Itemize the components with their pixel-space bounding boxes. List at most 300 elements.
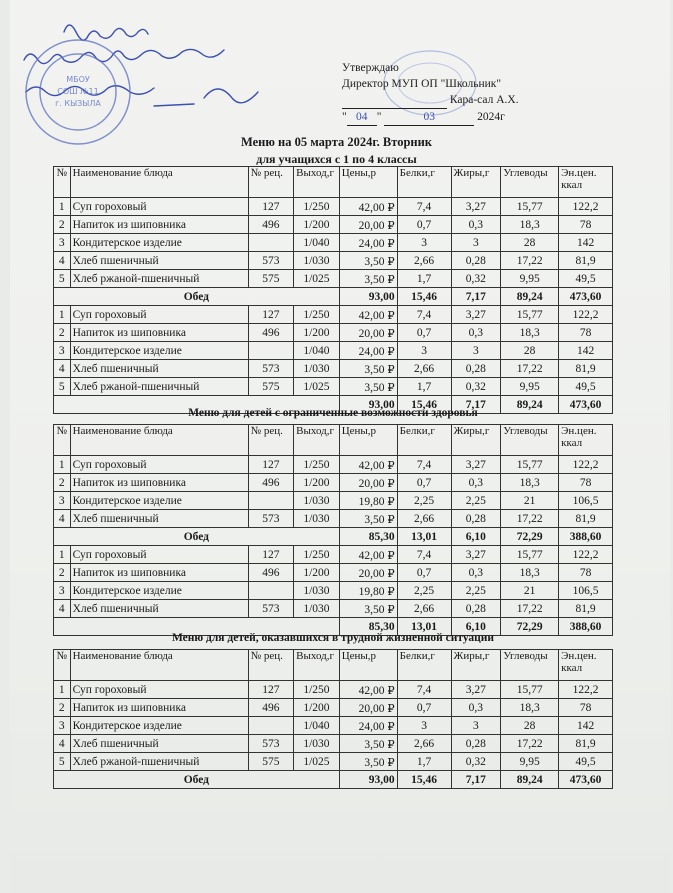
table-cell: 28	[501, 717, 559, 735]
table-cell: 575	[248, 378, 294, 396]
table-cell: 0,3	[451, 474, 501, 492]
column-header: № рец.	[248, 425, 294, 456]
column-header: №	[54, 650, 71, 681]
section-title-hardship: Меню для детей, оказавшихся в трудной жизненной ситуации	[171, 632, 495, 644]
table-cell: 1/025	[294, 270, 340, 288]
table-cell: 2,25	[397, 582, 451, 600]
table-cell: 18,3	[501, 474, 559, 492]
table-cell: 0,7	[397, 474, 451, 492]
table-cell: 49,5	[559, 378, 613, 396]
table-cell: 1/030	[294, 360, 340, 378]
table-cell: 20,00 ₽	[339, 474, 397, 492]
signature-blank	[342, 92, 447, 109]
table-cell: 15,77	[501, 546, 559, 564]
table-cell: 1/040	[294, 234, 340, 252]
table-cell: 122,2	[559, 198, 613, 216]
table-cell: 127	[248, 681, 294, 699]
table-cell: 0,32	[451, 270, 501, 288]
table-cell: 3,50 ₽	[339, 360, 397, 378]
table-row	[54, 360, 613, 378]
total-cell: 93,00	[339, 396, 397, 414]
table-cell: 15,77	[501, 456, 559, 474]
table-cell: 17,22	[501, 252, 559, 270]
table-cell: Хлеб пшеничный	[70, 735, 248, 753]
table-cell: 1/025	[294, 753, 340, 771]
table-cell: 42,00 ₽	[339, 546, 397, 564]
table-cell: 3	[54, 234, 71, 252]
table-cell: 122,2	[559, 456, 613, 474]
table-cell: 3,50 ₽	[339, 735, 397, 753]
table-cell: 122,2	[559, 681, 613, 699]
total-cell: 89,24	[501, 396, 559, 414]
column-header: Белки,г	[397, 167, 451, 198]
table-cell: 20,00 ₽	[339, 324, 397, 342]
table-cell: 573	[248, 252, 294, 270]
table-cell: 3	[54, 582, 71, 600]
table-cell: 3,50 ₽	[339, 270, 397, 288]
table-cell: 0,28	[451, 600, 501, 618]
total-cell: 15,46	[397, 396, 451, 414]
table-cell: Суп гороховый	[70, 198, 248, 216]
table-row	[54, 564, 613, 582]
table-cell: 573	[248, 510, 294, 528]
table-cell: 42,00 ₽	[339, 306, 397, 324]
total-label: Обед	[54, 288, 340, 306]
menu-title: Меню на 05 марта 2024г. Вторник	[240, 135, 433, 149]
table-cell: Напиток из шиповника	[70, 699, 248, 717]
table-cell: 1/030	[294, 492, 340, 510]
table-cell: 0,7	[397, 216, 451, 234]
table-cell: 1/025	[294, 378, 340, 396]
table-cell: Напиток из шиповника	[70, 564, 248, 582]
table-cell: 3	[397, 342, 451, 360]
table-cell: 573	[248, 360, 294, 378]
approval-date: " 04 " 03 2024г	[342, 109, 582, 126]
table-cell: 1/250	[294, 306, 340, 324]
table-cell: 4	[54, 510, 71, 528]
column-header: Жиры,г	[451, 650, 501, 681]
table-cell: Кондитерское изделие	[70, 492, 248, 510]
table-cell: 1/200	[294, 474, 340, 492]
date-year: 2024г	[477, 111, 505, 123]
table-cell: 7,4	[397, 306, 451, 324]
table-cell: 0,3	[451, 699, 501, 717]
total-row	[54, 528, 613, 546]
table-cell: 2	[54, 216, 71, 234]
table-cell: 42,00 ₽	[339, 681, 397, 699]
menu-subtitle: для учащихся с 1 по 4 классы	[256, 152, 417, 166]
total-cell: 13,01	[397, 528, 451, 546]
table-cell: 0,32	[451, 753, 501, 771]
table-cell: 2,66	[397, 252, 451, 270]
table-cell: 3	[54, 342, 71, 360]
table-cell: 3,27	[451, 456, 501, 474]
table-cell: 1/200	[294, 564, 340, 582]
table-cell: 1/200	[294, 324, 340, 342]
table-cell: 0,28	[451, 510, 501, 528]
table-cell: 3	[54, 492, 71, 510]
table-cell: 18,3	[501, 324, 559, 342]
table-cell: 5	[54, 378, 71, 396]
total-cell: 6,10	[451, 528, 501, 546]
table-row	[54, 735, 613, 753]
table-cell: Суп гороховый	[70, 456, 248, 474]
table-row	[54, 681, 613, 699]
column-header: Жиры,г	[451, 425, 501, 456]
table-cell: 28	[501, 342, 559, 360]
table-cell: 9,95	[501, 378, 559, 396]
table-cell: 0,28	[451, 252, 501, 270]
table-cell: 2,25	[397, 492, 451, 510]
column-header: Цены,р	[339, 650, 397, 681]
column-header: Цены,р	[339, 425, 397, 456]
table-cell: 122,2	[559, 546, 613, 564]
approval-signer: Кара-сал А.Х.	[449, 94, 519, 106]
table-cell: 3,27	[451, 546, 501, 564]
table-cell: 5	[54, 270, 71, 288]
table-cell: 17,22	[501, 735, 559, 753]
table-cell: 2	[54, 699, 71, 717]
column-header: Эн.цен. ккал	[559, 425, 613, 456]
table-cell: 142	[559, 234, 613, 252]
table-cell: 15,77	[501, 306, 559, 324]
table-cell: Хлеб пшеничный	[70, 252, 248, 270]
table-cell: 3	[451, 342, 501, 360]
column-header: Наименование блюда	[70, 167, 248, 198]
total-cell: 72,29	[501, 528, 559, 546]
table-cell: 4	[54, 600, 71, 618]
table-row	[54, 717, 613, 735]
table-cell: 7,4	[397, 456, 451, 474]
table-row	[54, 510, 613, 528]
table-cell	[248, 492, 294, 510]
table-row	[54, 699, 613, 717]
table-cell	[248, 234, 294, 252]
table-cell: 24,00 ₽	[339, 234, 397, 252]
table-cell: 1,7	[397, 378, 451, 396]
total-cell: 473,60	[559, 771, 613, 789]
table-cell: 0,7	[397, 699, 451, 717]
total-cell: 89,24	[501, 771, 559, 789]
table-cell: 3	[451, 717, 501, 735]
table-cell: 1/200	[294, 699, 340, 717]
table-cell: 3,27	[451, 198, 501, 216]
date-day: 04	[347, 109, 377, 126]
table-header-row	[54, 167, 613, 198]
table-cell: 49,5	[559, 753, 613, 771]
table-cell: 127	[248, 456, 294, 474]
table-cell: 17,22	[501, 360, 559, 378]
table-cell: 21	[501, 582, 559, 600]
total-cell: 89,24	[501, 288, 559, 306]
table-cell: 81,9	[559, 735, 613, 753]
total-cell: 388,60	[559, 618, 613, 636]
table-cell: 42,00 ₽	[339, 198, 397, 216]
table-cell: Напиток из шиповника	[70, 216, 248, 234]
table-cell: 78	[559, 216, 613, 234]
table-cell: 575	[248, 753, 294, 771]
table-cell: 1/030	[294, 600, 340, 618]
table-cell: 0,28	[451, 735, 501, 753]
table-cell: 1/040	[294, 717, 340, 735]
table-cell: 1	[54, 198, 71, 216]
table-cell: 0,3	[451, 216, 501, 234]
table-row	[54, 600, 613, 618]
table-cell: 496	[248, 564, 294, 582]
table-cell: 3	[451, 234, 501, 252]
table-cell: 4	[54, 360, 71, 378]
table-cell: Напиток из шиповника	[70, 474, 248, 492]
table-cell: 2,25	[451, 582, 501, 600]
table-cell: 15,77	[501, 681, 559, 699]
table-cell: 1,7	[397, 270, 451, 288]
table-cell: Напиток из шиповника	[70, 324, 248, 342]
table-cell: 573	[248, 600, 294, 618]
table-cell: 1	[54, 306, 71, 324]
table-cell: 2,66	[397, 735, 451, 753]
table-cell: 28	[501, 234, 559, 252]
column-header: Углеводы	[501, 167, 559, 198]
table-cell: 21	[501, 492, 559, 510]
table-cell: 15,77	[501, 198, 559, 216]
table-row	[54, 474, 613, 492]
column-header: Углеводы	[501, 650, 559, 681]
column-header: Углеводы	[501, 425, 559, 456]
approval-block	[342, 60, 582, 126]
table-cell: 3	[397, 717, 451, 735]
table-cell: 2	[54, 564, 71, 582]
table-cell: 122,2	[559, 306, 613, 324]
table-cell: Кондитерское изделие	[70, 582, 248, 600]
table-cell: 9,95	[501, 270, 559, 288]
total-cell: 7,17	[451, 396, 501, 414]
table-row	[54, 546, 613, 564]
table-cell: 2,66	[397, 600, 451, 618]
total-cell: 85,30	[339, 618, 397, 636]
table-cell: 1/030	[294, 510, 340, 528]
table-row	[54, 492, 613, 510]
school-stamp	[18, 32, 138, 152]
total-cell: 15,46	[397, 288, 451, 306]
table-cell: 142	[559, 342, 613, 360]
table-cell: 1/030	[294, 735, 340, 753]
total-cell: 7,17	[451, 771, 501, 789]
table-cell: 18,3	[501, 564, 559, 582]
table-cell: 0,32	[451, 378, 501, 396]
table-cell: 20,00 ₽	[339, 564, 397, 582]
total-cell: 93,00	[339, 288, 397, 306]
table-cell: 18,3	[501, 216, 559, 234]
menu-table-disabilities	[53, 424, 613, 636]
table-header-row	[54, 425, 613, 456]
section-title-disabilities: Меню для детей с ограниченные возможности здоровья	[188, 407, 478, 419]
table-cell: 7,4	[397, 198, 451, 216]
table-cell: 106,5	[559, 582, 613, 600]
total-cell: 15,46	[397, 771, 451, 789]
column-header: №	[54, 425, 71, 456]
table-row	[54, 234, 613, 252]
table-cell: 0,3	[451, 324, 501, 342]
table-cell: 19,80 ₽	[339, 492, 397, 510]
table-cell: 9,95	[501, 753, 559, 771]
table-cell: 1/250	[294, 198, 340, 216]
table-cell	[248, 582, 294, 600]
table-cell: 496	[248, 474, 294, 492]
table-cell: Кондитерское изделие	[70, 717, 248, 735]
table-cell: 573	[248, 735, 294, 753]
column-header: Наименование блюда	[70, 425, 248, 456]
svg-text:СОШ №11: СОШ №11	[57, 87, 99, 96]
table-cell: 1/250	[294, 546, 340, 564]
table-cell: Хлеб пшеничный	[70, 510, 248, 528]
date-quote: "	[342, 111, 347, 123]
table-cell: 81,9	[559, 252, 613, 270]
table-cell: 1	[54, 546, 71, 564]
table-cell: 142	[559, 717, 613, 735]
table-cell: 78	[559, 324, 613, 342]
column-header: Выход,г	[294, 650, 340, 681]
table-cell: 1/250	[294, 681, 340, 699]
table-cell: 1/030	[294, 252, 340, 270]
table-cell: 24,00 ₽	[339, 717, 397, 735]
table-cell: 18,3	[501, 699, 559, 717]
column-header: Выход,г	[294, 167, 340, 198]
table-row	[54, 324, 613, 342]
table-cell: 1,7	[397, 753, 451, 771]
table-cell: Кондитерское изделие	[70, 342, 248, 360]
table-cell: 20,00 ₽	[339, 699, 397, 717]
table-cell: 496	[248, 324, 294, 342]
table-cell: 3	[54, 717, 71, 735]
menu-table-grades-1-4	[53, 166, 613, 414]
table-cell: 106,5	[559, 492, 613, 510]
table-cell: 496	[248, 699, 294, 717]
table-cell: 3	[397, 234, 451, 252]
menu-table-hardship	[53, 649, 613, 789]
table-row	[54, 252, 613, 270]
table-cell: 575	[248, 270, 294, 288]
table-cell	[248, 717, 294, 735]
approval-director: Директор МУП ОП "Школьник"	[342, 78, 502, 90]
table-cell: 0,28	[451, 360, 501, 378]
table-cell: 81,9	[559, 600, 613, 618]
table-cell: 1/250	[294, 456, 340, 474]
total-cell: 388,60	[559, 528, 613, 546]
column-header: Белки,г	[397, 650, 451, 681]
table-cell: 78	[559, 699, 613, 717]
table-row	[54, 270, 613, 288]
table-cell: 3,50 ₽	[339, 252, 397, 270]
svg-text:МБОУ: МБОУ	[66, 75, 90, 84]
table-cell	[248, 342, 294, 360]
table-row	[54, 198, 613, 216]
table-cell: Хлеб ржаной-пшеничный	[70, 753, 248, 771]
table-cell: 3,27	[451, 681, 501, 699]
approval-heading: Утверждаю	[342, 62, 399, 74]
table-cell: 20,00 ₽	[339, 216, 397, 234]
table-cell: 1/030	[294, 582, 340, 600]
table-cell: 19,80 ₽	[339, 582, 397, 600]
column-header: Эн.цен. ккал	[559, 167, 613, 198]
total-cell: 7,17	[451, 288, 501, 306]
table-cell: Кондитерское изделие	[70, 234, 248, 252]
table-cell: 127	[248, 306, 294, 324]
table-cell: 2,66	[397, 360, 451, 378]
table-cell: 81,9	[559, 510, 613, 528]
table-cell: 3,50 ₽	[339, 600, 397, 618]
table-cell: Суп гороховый	[70, 306, 248, 324]
column-header: № рец.	[248, 167, 294, 198]
table-cell: Суп гороховый	[70, 681, 248, 699]
table-cell: 17,22	[501, 600, 559, 618]
table-cell: Хлеб ржаной-пшеничный	[70, 378, 248, 396]
column-header: № рец.	[248, 650, 294, 681]
table-cell: Суп гороховый	[70, 546, 248, 564]
column-header: Наименование блюда	[70, 650, 248, 681]
table-cell: 127	[248, 546, 294, 564]
total-cell: 85,30	[339, 528, 397, 546]
total-cell: 13,01	[397, 618, 451, 636]
table-row	[54, 306, 613, 324]
total-label: Обед	[54, 771, 340, 789]
table-cell: 2	[54, 324, 71, 342]
table-cell: 3,50 ₽	[339, 378, 397, 396]
table-cell: 81,9	[559, 360, 613, 378]
date-month: 03	[384, 109, 474, 126]
total-row	[54, 771, 613, 789]
approval-signer-line	[342, 92, 582, 109]
table-cell: 42,00 ₽	[339, 456, 397, 474]
table-header-row	[54, 650, 613, 681]
total-cell: 6,10	[451, 618, 501, 636]
column-header: Выход,г	[294, 425, 340, 456]
table-cell: 127	[248, 198, 294, 216]
column-header: Эн.цен. ккал	[559, 650, 613, 681]
table-cell: 1	[54, 681, 71, 699]
table-row	[54, 753, 613, 771]
table-cell: 3,50 ₽	[339, 510, 397, 528]
table-row	[54, 378, 613, 396]
column-header: Жиры,г	[451, 167, 501, 198]
table-cell: Хлеб ржаной-пшеничный	[70, 270, 248, 288]
table-cell: 2,25	[451, 492, 501, 510]
table-row	[54, 456, 613, 474]
total-row	[54, 288, 613, 306]
table-cell: 7,4	[397, 681, 451, 699]
column-header: Белки,г	[397, 425, 451, 456]
table-row	[54, 216, 613, 234]
table-cell: 496	[248, 216, 294, 234]
table-cell: 0,7	[397, 324, 451, 342]
total-label: Обед	[54, 528, 340, 546]
table-cell: 4	[54, 252, 71, 270]
table-cell: 7,4	[397, 546, 451, 564]
table-cell: 3,50 ₽	[339, 753, 397, 771]
table-cell: 2	[54, 474, 71, 492]
table-cell: 49,5	[559, 270, 613, 288]
total-cell: 93,00	[339, 771, 397, 789]
svg-text:г. КЫЗЫЛА: г. КЫЗЫЛА	[55, 99, 101, 108]
total-cell: 72,29	[501, 618, 559, 636]
total-cell: 473,60	[559, 288, 613, 306]
table-cell: 24,00 ₽	[339, 342, 397, 360]
table-cell: 17,22	[501, 510, 559, 528]
table-row	[54, 342, 613, 360]
table-cell: 1	[54, 456, 71, 474]
table-cell: 78	[559, 564, 613, 582]
table-cell: 1/040	[294, 342, 340, 360]
table-cell: 0,7	[397, 564, 451, 582]
